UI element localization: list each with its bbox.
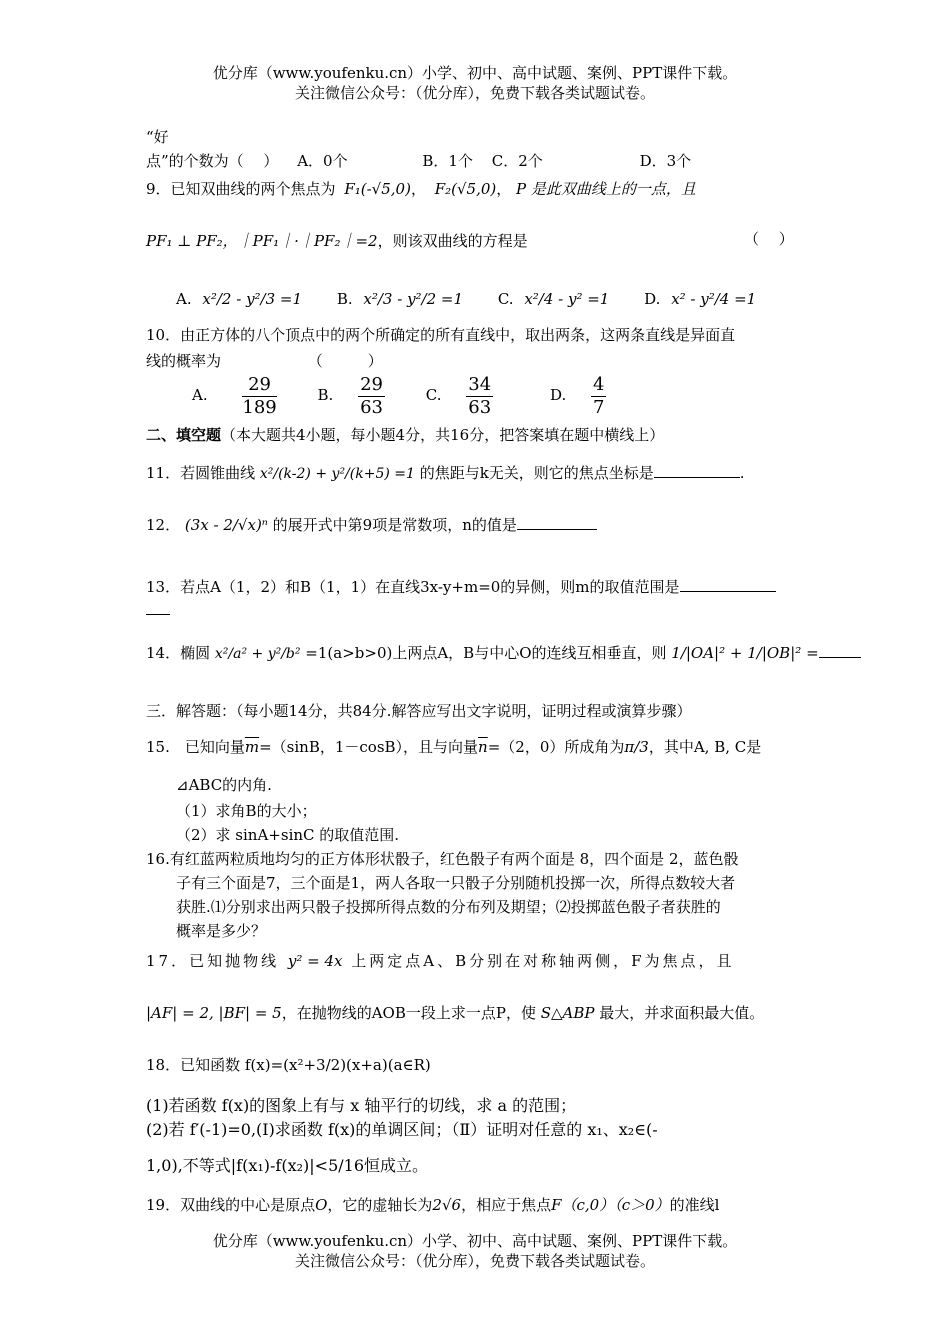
q17-area: S△ABP bbox=[540, 1004, 595, 1022]
q15-stem-c: =（2，0）所成角为 bbox=[487, 738, 625, 756]
q13-line bbox=[146, 578, 776, 597]
q13-text: 13．若点A（1，2）和B（1，1）在直线3x-y+m=0的异侧，则m的取值范围是 bbox=[146, 578, 680, 596]
q14-ellipse-eq: x²/a² + y²/b² bbox=[214, 646, 301, 662]
header-line-2: 关注微信公众号：（优分库），免费下载各类试题试卷。 bbox=[294, 84, 655, 102]
q10-option-c-frac bbox=[466, 374, 493, 418]
section-3-heading: 三．解答题：（每小题14分，共84分.解答应写出文字说明，证明过程或演算步骤） bbox=[146, 702, 692, 720]
q14-answer-blank[interactable] bbox=[819, 657, 861, 658]
q15-sub-1: （1）求角B的大小； bbox=[176, 802, 317, 820]
q10-line-2 bbox=[146, 352, 383, 371]
q10-option-b-label: B. bbox=[317, 386, 334, 405]
q15-sub-2: （2）求 sinA+sinC 的取值范围. bbox=[176, 826, 400, 844]
footer-line-1: 优分库（www.youfenku.cn）小学、初中、高中试题、案例、PPT课件下载。 bbox=[212, 1232, 738, 1250]
q12-prefix: 12． bbox=[146, 516, 181, 534]
q15-vector-m: $\overline{m}$ bbox=[244, 738, 260, 756]
q9-option-a-eq: x²/2 - y²/3 =1 bbox=[202, 290, 303, 308]
section-2-title: 二、填空题 bbox=[146, 426, 222, 444]
q14-suffix: = bbox=[806, 644, 819, 662]
q18-sub-2: (2)若 f′(-1)=0,(Ⅰ)求函数 f(x)的单调区间；（Ⅱ）证明对任意的 x₁、x₂∈(- bbox=[146, 1120, 658, 1139]
q9-answer-paren: （ ） bbox=[744, 230, 794, 248]
q14-prefix: 14．椭圆 bbox=[146, 644, 211, 662]
footer-line-2: 关注微信公众号：（优分库），免费下载各类试题试卷。 bbox=[294, 1252, 655, 1270]
q17-line-2 bbox=[146, 1004, 764, 1023]
q9-option-b-eq: x²/3 - y²/2 =1 bbox=[363, 290, 464, 308]
q9-line-1: 9．已知双曲线的两个焦点为 F₁(-√5,0)， F₂(√5,0)， P 是此双曲线上的一点，且 bbox=[146, 180, 696, 198]
q15-stem-b: =（sinB，1－cosB），且与向量 bbox=[259, 738, 479, 756]
q19-origin: O bbox=[315, 1196, 328, 1214]
q11-answer-blank[interactable] bbox=[654, 477, 740, 478]
q10-option-b-num: 29 bbox=[360, 374, 384, 395]
q19-stem-b: ，它的虚轴长为 bbox=[327, 1196, 433, 1214]
q9-condition: PF₁ ⊥ PF₂，｜PF₁｜·｜PF₂｜=2 bbox=[146, 232, 378, 250]
q10-option-a-label: A. bbox=[192, 386, 208, 405]
q13-answer-blank-cont bbox=[146, 606, 170, 615]
q10-option-b-den: 63 bbox=[360, 396, 384, 418]
q15-stem-a: 15. 已知向量 bbox=[146, 738, 245, 756]
q14-expression: 1/|OA|² + 1/|OB|² bbox=[671, 644, 802, 662]
q10-option-d-den: 7 bbox=[593, 396, 605, 418]
q14-line bbox=[146, 644, 861, 664]
q8-option-c: C．2个 bbox=[491, 152, 543, 170]
q11-equation: x²/(k-2) + y²/(k+5) =1 bbox=[259, 466, 415, 482]
q10-option-c-label: C. bbox=[425, 386, 442, 405]
q10-option-d-label: D. bbox=[549, 386, 567, 405]
q10-line-1: 10．由正方体的八个顶点中的两个所确定的所有直线中，取出两条，这两条直线是异面直 bbox=[146, 326, 736, 344]
q18-sub-2-cont bbox=[146, 1156, 428, 1176]
q18-sub-2-b: 1,0),不等式|f(x₁)-f(x₂)|< bbox=[146, 1156, 329, 1175]
q16-line-2: 子有三个面是7，三个面是1，两人各取一只骰子分别随机投掷一次，所得点数较大者 bbox=[176, 874, 736, 892]
q18-fraction: 3/2 bbox=[316, 1056, 341, 1074]
q9-focus-2: F₂(√5,0) bbox=[434, 180, 497, 198]
q9-stem: 9．已知双曲线的两个焦点为 bbox=[146, 180, 336, 198]
q9-option-c-eq: x²/4 - y² =1 bbox=[524, 290, 610, 308]
q16-line-1: 16.有红蓝两粒质地均匀的正方体形状骰子，红色骰子有两个面是 8，四个面是 2，蓝色骰 bbox=[146, 850, 739, 868]
q14-mid: =1(a>b>0)上两点A，B与中心O的连线互相垂直，则 bbox=[305, 644, 667, 662]
section-2-desc: （本大题共4小题，每小题4分，共16分，把答案填在题中横线上） bbox=[221, 426, 665, 444]
q8-option-a: A．0个 bbox=[297, 152, 348, 170]
q11-line bbox=[146, 464, 745, 484]
q12-line bbox=[146, 516, 597, 535]
q15-line-2: ⊿ABC的内角. bbox=[176, 776, 272, 794]
q10-option-c-num: 34 bbox=[468, 374, 492, 395]
q15-angle: π/3 bbox=[624, 738, 649, 756]
q12-expression: (3x - 2/√x)ⁿ bbox=[184, 516, 268, 534]
q15-vector-n: $\overline{n}$ bbox=[478, 738, 488, 756]
q15-stem-d: ，其中A, B, C是 bbox=[648, 738, 762, 756]
q19-stem-c: ，相应于焦点 bbox=[461, 1196, 552, 1214]
q10-option-d-num: 4 bbox=[593, 374, 605, 395]
q18-sub-2-c: 恒成立。 bbox=[364, 1156, 429, 1175]
q18-stem-b: )(x+a)(a∈R) bbox=[340, 1056, 431, 1074]
q17-line-1 bbox=[146, 952, 735, 971]
q19-stem-d: 的准线l bbox=[669, 1196, 720, 1214]
q16-line-4: 概率是多少？ bbox=[176, 922, 267, 940]
q18-stem-a: 18．已知函数 f(x)=(x²+ bbox=[146, 1056, 317, 1074]
q11-prefix: 11．若圆锥曲线 bbox=[146, 464, 256, 482]
q8-text bbox=[146, 152, 691, 171]
q17-stem-d: 最大，并求面积最大值。 bbox=[599, 1004, 765, 1022]
q10-stem: 线的概率为 bbox=[146, 352, 222, 370]
q11-end: . bbox=[739, 464, 745, 482]
q17-stem-c: ，在抛物线的AOB一段上求一点P，使 bbox=[281, 1004, 536, 1022]
q8-stem: 点”的个数为（ ） bbox=[146, 152, 279, 170]
q16-line-3: 获胜.⑴分别求出两只骰子投掷所得点数的分布列及期望；⑵投掷蓝色骰子者获胜的 bbox=[176, 898, 721, 916]
q19-line-1 bbox=[146, 1196, 719, 1215]
q12-answer-blank[interactable] bbox=[517, 529, 597, 530]
q17-stem-b: 上两定点A、B分别在对称轴两侧，F为焦点，且 bbox=[351, 952, 735, 970]
header-line-1: 优分库（www.youfenku.cn）小学、初中、高中试题、案例、PPT课件下载。 bbox=[212, 64, 738, 82]
q10-option-d-frac bbox=[591, 374, 606, 418]
q10-option-a-den: 189 bbox=[242, 396, 277, 418]
q8-option-b: B．1个 bbox=[422, 152, 473, 170]
q8-fragment: “好 bbox=[146, 128, 169, 146]
q17-condition: |AF| = 2, |BF| = 5 bbox=[146, 1004, 282, 1022]
q11-suffix: 的焦距与k无关，则它的焦点坐标是 bbox=[419, 464, 654, 482]
q9-option-b-label: B. bbox=[336, 290, 353, 308]
q9-stem-2: P 是此双曲线上的一点，且 bbox=[516, 180, 696, 198]
q19-stem-a: 19．双曲线的中心是原点 bbox=[146, 1196, 316, 1214]
q10-options bbox=[192, 374, 608, 418]
q10-answer-paren: （ ） bbox=[307, 352, 383, 370]
section-2-heading bbox=[146, 426, 664, 445]
q12-suffix: 的展开式中第9项是常数项，n的值是 bbox=[272, 516, 517, 534]
q19-focus: F（c,0）（c＞0） bbox=[551, 1196, 670, 1214]
q9-option-a-label: A. bbox=[176, 290, 192, 308]
q17-parabola: y² = 4x bbox=[287, 952, 343, 970]
q15-line-1 bbox=[146, 738, 761, 757]
q8-option-d: D．3个 bbox=[639, 152, 692, 170]
q10-option-c-den: 63 bbox=[468, 396, 492, 418]
q9-option-d-eq: x² - y²/4 =1 bbox=[671, 290, 757, 308]
q9-option-c-label: C. bbox=[497, 290, 514, 308]
q13-answer-blank[interactable] bbox=[680, 591, 776, 592]
q10-option-a-frac bbox=[242, 374, 276, 418]
q9-line-2 bbox=[146, 232, 528, 251]
q9-options bbox=[176, 290, 756, 309]
q9-focus-1: F₁(-√5,0) bbox=[344, 180, 411, 198]
q19-length: 2√6 bbox=[432, 1196, 462, 1214]
q9-option-d-label: D. bbox=[644, 290, 661, 308]
q18-sub-2-fraction: 5/16 bbox=[328, 1156, 364, 1175]
q17-stem-a: 17．已知抛物线 bbox=[146, 952, 280, 970]
q9-stem-3: ，则该双曲线的方程是 bbox=[377, 232, 528, 250]
q10-option-a-num: 29 bbox=[242, 374, 276, 397]
q18-sub-1: (1)若函数 f(x)的图象上有与 x 轴平行的切线，求 a 的范围； bbox=[146, 1096, 577, 1115]
q18-line-1 bbox=[146, 1056, 431, 1075]
q10-option-b-frac bbox=[358, 374, 385, 418]
